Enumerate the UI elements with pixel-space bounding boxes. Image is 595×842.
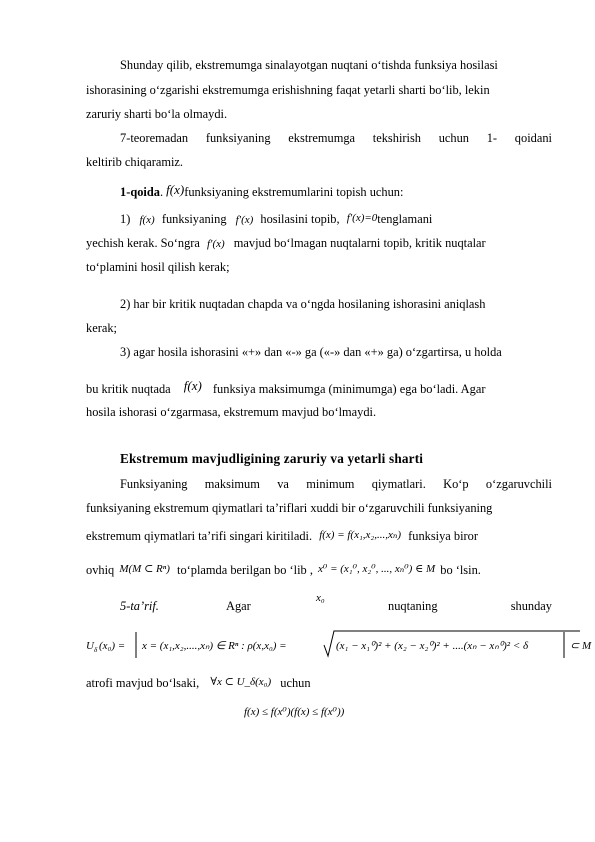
paragraph-line: 3) agar hosila ishorasini «+» dan «-» ga («-» dan «+» ga) o‘zgartirsa, u holda [120,345,502,359]
paragraph-line-justified [120,131,552,145]
word: va [277,477,289,491]
svg-text:δ: δ [94,646,98,654]
svg-text:x = (x₁,x₂,....,xₙ) ∈ Rⁿ : ρ(x: x = (x₁,x₂,....,xₙ) ∈ Rⁿ : ρ(x,x₀) = [142,640,287,652]
document-page: Shunday qilib, ekstremumga sinalayotgan nuqtani o‘tishda funksiya hosilasi ishorasining o‘zgarishi ekstremumga erishishning faqat yetarli sharti bo‘lib, lekin zaruriy sharti bo‘la olmaydi. 7-teoremadan funksiyaning ekstremumga tekshirish uchun 1- qoidani keltirib chiqaramiz. 1-qoida. f(x)funksiyaning ekstremumlarini topish uchun: 1) f(x) funksiyaning f′(x) hosilasini topib, f′(x)=0tenglamani yechish kerak. So‘ngra f′(x) mavjud bo‘lmagan nuqtalarni topib, kritik nuqtalar to‘plamini hosil qilish kerak; 2) har bir kritik nuqtadan chapda va o‘ngda hosilaning ishorasini aniqlash kerak; 3) agar hosila ishorasini «+» dan «-» ga («-» dan «+» ga) o‘zgartirsa, u holda bu kritik nuqtada f(x) funksiya maksimumga (minimumga) ega bo‘ladi. Agar hosila ishorasi o‘zgarmasa, ekstremum mavjud bo‘lmaydi. Ekstremum mavjudligining zaruriy va yetarli sharti Funksiyaning maksimum va minimum qiymatlari. Ko‘p o‘zgaruvchili funksiyaning ekstremum qiymatlari ta’riflari xuddi bir o‘zgaruvchili funksiyaning ekstremum qiymatlari ta’rifi singari kiritiladi. f(x) = f(x₁,x₂,...,xₙ) funksiya biror ovhiq M(M ⊂ Rⁿ) to‘plamda berilgan bo ‘lib , x⁰ = (x₁⁰, x₂⁰, ..., xₙ⁰) ∈ M bo ‘lsin. 5-ta’rif. Agar x₀ nuqtaning shunday U δ (x₀) = x = (x₁,x₂,....,xₙ) ∈ Rⁿ : ρ(x,x₀) = (x₁ − x₁⁰)² + (x₂ − x₂⁰)² + ....(xₙ − xₙ⁰)² < δ ⊂ M atrofi mavjud bo‘lsaki, ∀x ⊂ U_δ(x₀) uchun f(x) ≤ f(x⁰)(f(x) ≤ f(x⁰)) [0,0,595,842]
formula-f-prime: f′(x) [207,238,225,251]
word: Funksiyaning [120,477,188,491]
formula-f-x: f(x) [139,214,155,227]
rule-title-line: 1-qoida. f(x)funksiyaning ekstremumlarini topish uchun: [120,182,404,199]
formula-x0: x₀ [316,592,325,604]
word: uchun [438,131,469,145]
formula-function-def: f(x) = f(x₁,x₂,...,xₙ) [319,529,402,541]
formula-text-u: U [86,640,94,652]
word: Ko‘p [443,477,469,491]
paragraph-line: kerak; [86,321,117,335]
word: o‘zgaruvchili [485,477,552,491]
rule-text: funksiyaning ekstremumlarini topish uchun: [184,185,404,199]
definition-label: 5-ta’rif. [120,599,159,613]
word: 1- [486,131,498,145]
word: maksimum [204,477,260,491]
word: 7-teoremadan [120,131,189,145]
paragraph-line: ovhiq M(M ⊂ Rⁿ) to‘plamda berilgan bo ‘lib , x⁰ = (x₁⁰, x₂⁰, ..., xₙ⁰) ∈ M bo ‘lsin. [86,563,481,577]
formula-set-m: M(M ⊂ Rⁿ) [119,563,170,575]
word: tekshirish [372,131,421,145]
formula-point-x0: x⁰ = (x₁⁰, x₂⁰, ..., xₙ⁰) ∈ M [318,563,436,575]
paragraph-line: hosila ishorasi o‘zgarmasa, ekstremum mavjud bo‘lmaydi. [86,405,377,419]
word: qoidani [514,131,552,145]
formula-f-prime: f′(x) [235,214,254,227]
formula-f-x: f(x) [166,182,185,197]
inequality-formula [244,704,344,719]
step-1-line: 1) f(x) funksiyaning f′(x) hosilasini topib, f′(x)=0tenglamani [120,212,433,227]
paragraph-line: yechish kerak. So‘ngra f′(x) mavjud bo‘lmagan nuqtalarni topib, kritik nuqtalar [86,236,486,251]
paragraph-line: atrofi mavjud bo‘lsaki, ∀x ⊂ U_δ(x₀) uchun [86,676,311,690]
svg-text:⊂ M: ⊂ M [570,640,592,652]
paragraph-line: ekstremum qiymatlari ta’rifi singari kiritiladi. f(x) = f(x₁,x₂,...,xₙ) funksiya biror [86,529,478,543]
paragraph-line: funksiyaning ekstremum qiymatlari ta’riflari xuddi bir o‘zgaruvchili funksiyaning [86,501,493,515]
formula-inequality: f(x) ≤ f(x⁰)(f(x) ≤ f(x⁰)) [244,706,345,719]
paragraph-line: 2) har bir kritik nuqtadan chapda va o‘ngda hosilaning ishorasini aniqlash [120,297,486,311]
section-heading: Ekstremum mavjudligining zaruriy va yetarli sharti [120,451,424,466]
neighborhood-formula [86,628,595,660]
paragraph-line-justified [120,477,552,491]
paragraph-line: Shunday qilib, ekstremumga sinalayotgan nuqtani o‘tishda funksiya hosilasi [120,58,498,72]
paragraph-line: keltirib chiqaramiz. [86,155,184,169]
word: qiymatlari. [371,477,426,491]
word: minimum [306,477,355,491]
formula-f-prime-zero: f′(x)=0 [346,212,378,224]
svg-text:(x₀) =: (x₀) = [99,640,126,652]
formula-f-x: f(x) [183,378,202,393]
svg-text:(x₁ − x₁⁰)² + (x₂ − x₂⁰)² + ..: (x₁ − x₁⁰)² + (x₂ − x₂⁰)² + ....(xₙ − xₙ⁰)² < δ [336,640,529,652]
formula-forall: ∀x ⊂ U_δ(x₀) [210,676,272,688]
word: funksiyaning [205,131,271,145]
paragraph-line: zaruriy sharti bo‘la olmaydi. [86,107,228,121]
paragraph-line: bu kritik nuqtada f(x) funksiya maksimumga (minimumga) ega bo‘ladi. Agar [86,378,486,396]
paragraph-line: to‘plamini hosil qilish kerak; [86,260,230,274]
formula-svg [86,628,595,660]
word: ekstremumga [288,131,356,145]
paragraph-line: ishorasining o‘zgarishi ekstremumga erishishning faqat yetarli sharti bo‘lib, lekin [86,83,490,97]
rule-label: 1-qoida [120,185,160,199]
